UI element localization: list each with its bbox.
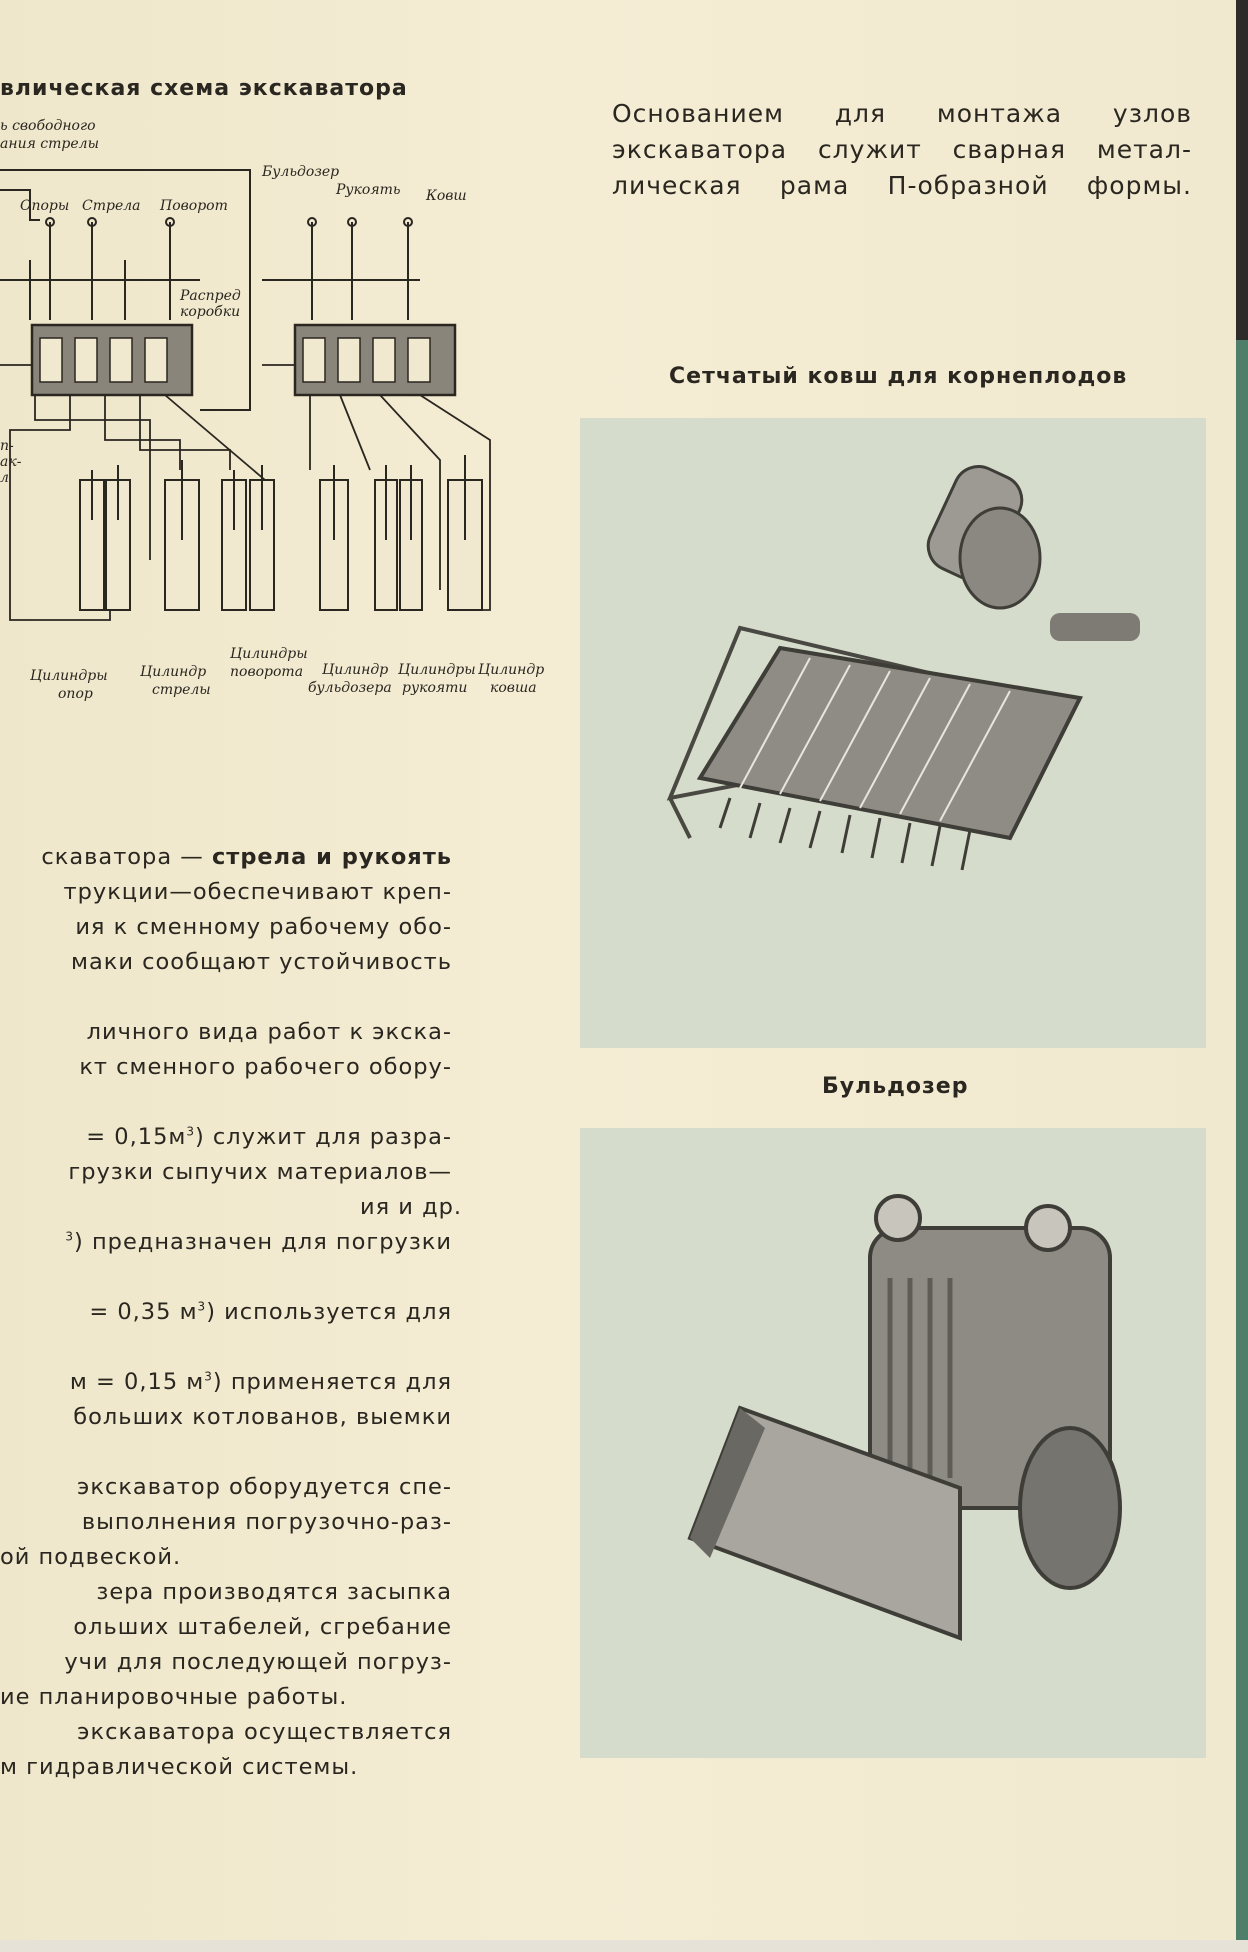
label-rukoyat: Рукоять: [336, 182, 401, 198]
body-line: $^3$) предназначен для погрузки: [65, 1229, 452, 1255]
label-cyl-povorota-2: поворота: [230, 664, 304, 680]
label-povorot: Поворот: [160, 198, 228, 214]
label-cyl-kovsha: Цилиндр: [478, 662, 545, 678]
body-line: маки сообщают устойчивость: [71, 949, 452, 975]
body-line: экскаватора осуществляется: [77, 1719, 452, 1745]
body-line: = $0,15м^3$) служит для разра-: [86, 1124, 452, 1150]
photo-bulldozer: [580, 1128, 1206, 1758]
intro-line: лическая рама П-образной формы.: [612, 171, 1192, 200]
hydraulic-diagram: [0, 110, 560, 710]
body-line: учи для последующей погруз-: [64, 1649, 452, 1675]
intro-line: Основанием для монтажа узлов: [612, 99, 1192, 128]
label-left-1: п-: [0, 438, 14, 454]
body-line: личного вида работ к экска-: [86, 1019, 452, 1045]
label-cyl-buldozera: Цилиндр: [322, 662, 389, 678]
body-line: м гидравлической системы.: [0, 1754, 359, 1780]
page-edge-bottom: [0, 1940, 1248, 1952]
body-line: ольших штабелей, сгребание: [73, 1614, 452, 1640]
label-cyl-povorota: Цилиндры: [230, 646, 308, 662]
label-left-2: ак-: [0, 454, 22, 470]
label-free-boom: ь свободного: [0, 118, 96, 134]
label-buldozer: Бульдозер: [262, 164, 340, 180]
caption-bulldozer: Бульдозер: [822, 1074, 969, 1099]
intro-paragraph: [612, 96, 1192, 204]
label-cyl-rukoyati-2: рукояти: [402, 680, 468, 696]
label-cyl-buldozera-2: бульдозера: [308, 680, 392, 696]
photo-sieve-bucket: [580, 418, 1206, 1048]
body-line: м = 0,15 $м^3$) применяется для: [69, 1369, 452, 1395]
label-cyl-strely: Цилиндр: [140, 664, 207, 680]
body-line: ой подвеской.: [0, 1544, 182, 1570]
caption-sieve-bucket: Сетчатый ковш для корнеплодов: [669, 364, 1128, 389]
body-line: = 0,35 $м^3$) используется для: [89, 1299, 452, 1325]
intro-line: экскаватора служит сварная метал-: [612, 135, 1192, 164]
label-raspred: Распред: [180, 288, 241, 304]
body-line: экскаватор оборудуется спе-: [77, 1474, 452, 1500]
label-cyl-strely-2: стрелы: [152, 682, 211, 698]
label-cyl-kovsha-2: ковша: [490, 680, 537, 696]
label-strela: Стрела: [82, 198, 141, 214]
label-kovsh: Ковш: [426, 188, 467, 204]
label-opory: Опоры: [20, 198, 70, 214]
label-korobki: коробки: [180, 304, 241, 320]
label-cyl-opor: Цилиндры: [30, 668, 108, 684]
label-cyl-rukoyati: Цилиндры: [398, 662, 476, 678]
body-line: ия и др.: [360, 1194, 463, 1220]
body-line: ия к сменному рабочему обо-: [75, 914, 452, 940]
page-edge-right: [1236, 0, 1248, 1952]
body-line: выполнения погрузочно-раз-: [81, 1509, 452, 1535]
body-line: скаватора — стрела и рукоять: [41, 844, 452, 870]
body-line: грузки сыпучих материалов—: [68, 1159, 452, 1185]
body-line: трукции—обеспечивают креп-: [63, 879, 452, 905]
body-line: кт сменного рабочего обору-: [79, 1054, 452, 1080]
label-cyl-opor-2: опор: [58, 686, 93, 702]
label-free-boom-2: ания стрелы: [0, 136, 99, 152]
body-line: зера производятся засыпка: [96, 1579, 452, 1605]
body-line: больших котлованов, выемки: [73, 1404, 452, 1430]
label-left-3: л: [0, 470, 9, 486]
diagram-title: влическая схема экскаватора: [0, 76, 408, 101]
body-line: ие планировочные работы.: [0, 1684, 348, 1710]
